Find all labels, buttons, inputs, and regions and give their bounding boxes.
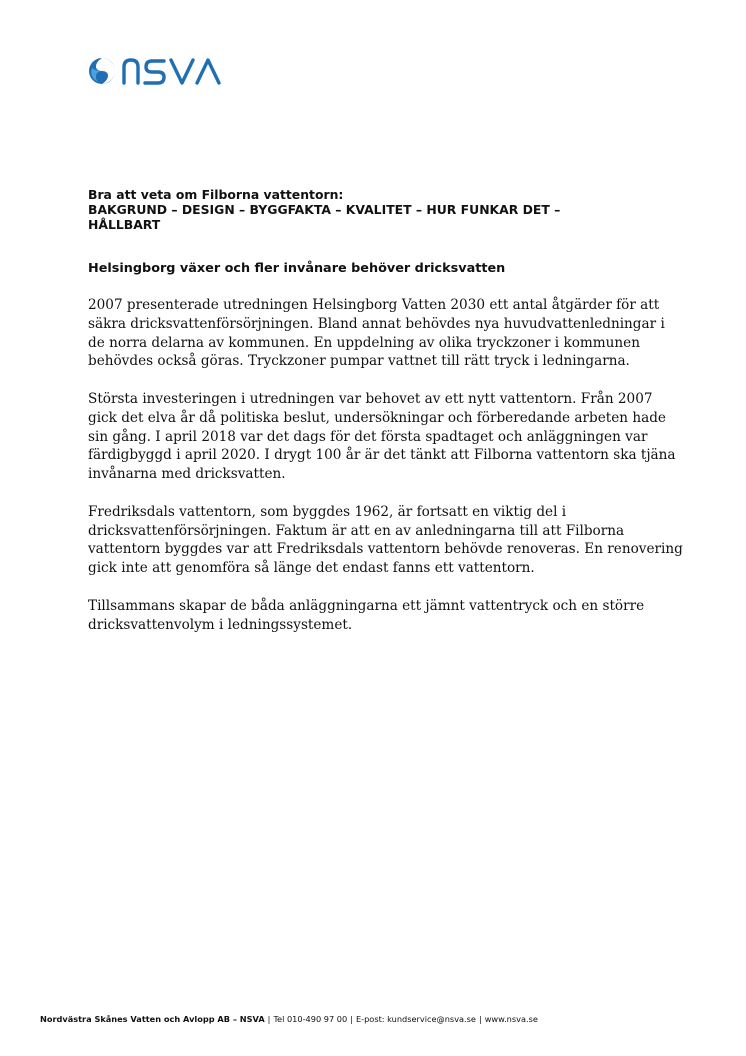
footer-separator: | <box>478 1014 482 1024</box>
footer-separator: | <box>350 1014 353 1024</box>
footer-org: Nordvästra Skånes Vatten och Avlopp AB – NSVA <box>40 1014 265 1024</box>
footer-separator: | <box>267 1014 271 1024</box>
paragraph-2 <box>88 390 676 484</box>
paragraph-line: gick inte att genomföra så länge det endast fanns ett vattentorn. <box>88 560 535 577</box>
body-text <box>88 296 683 653</box>
paragraph-line: dricksvattenvolym i ledningssystemet. <box>88 616 353 633</box>
paragraph-4 <box>88 597 668 635</box>
footer-phone: Tel 010-490 97 00 <box>273 1014 348 1024</box>
paragraph-1 <box>88 296 668 371</box>
paragraph-line: färdigbyggd i april 2020. I drygt 100 år är det tänkt att Filborna vattentorn ska tjäna <box>88 447 676 464</box>
heading-line-1: Bra att veta om Filborna vattentorn: <box>88 187 344 202</box>
paragraph-line: de norra delarna av kommunen. En uppdelning av olika tryckzoner i kommunen <box>88 334 640 351</box>
footer-email: E-post: kundservice@nsva.se <box>355 1014 476 1024</box>
paragraph-line: dricksvattenförsörjningen. Faktum är att en av anledningarna till att Filborna <box>88 522 625 539</box>
nsva-logo-mark <box>88 55 234 87</box>
paragraph-line: Tillsammans skapar de båda anläggningarna ett jämnt vattentryck och en större <box>88 597 645 614</box>
paragraph-3 <box>88 503 683 578</box>
footer-web: www.nsva.se <box>484 1014 538 1024</box>
paragraph-line: vattentorn byggdes var att Fredriksdals vattentorn behövde renoveras. En renovering <box>88 541 683 558</box>
paragraph-line: invånarna med dricksvatten. <box>88 466 286 483</box>
heading-line-3: HÅLLBART <box>88 217 161 232</box>
nsva-logo <box>88 55 234 87</box>
paragraph-line: gick det elva år då politiska beslut, undersökningar och förberedande arbeten hade <box>88 409 666 426</box>
page-footer <box>40 1013 720 1025</box>
paragraph-line: Största investeringen i utredningen var behovet av ett nytt vattentorn. Från 2007 <box>88 390 653 407</box>
paragraph-line: sin gång. I april 2018 var det dags för det första spadtaget och anläggningen var <box>88 428 648 445</box>
section-subheading: Helsingborg växer och fler invånare behöver dricksvatten <box>88 261 506 276</box>
paragraph-line: säkra dricksvattenförsörjningen. Bland annat behövdes nya huvudvattenledningar i <box>88 315 665 332</box>
paragraph-line: Fredriksdals vattentorn, som byggdes 1962, är fortsatt en viktig del i <box>88 503 567 520</box>
paragraph-line: 2007 presenterade utredningen Helsingborg Vatten 2030 ett antal åtgärder för att <box>88 297 660 313</box>
document-heading <box>88 187 648 232</box>
paragraph-line: behövdes också göras. Tryckzoner pumpar vattnet till rätt tryck i ledningarna. <box>88 353 630 370</box>
heading-line-2: BAKGRUND – DESIGN – BYGGFAKTA – KVALITET – HUR FUNKAR DET – <box>88 202 561 217</box>
